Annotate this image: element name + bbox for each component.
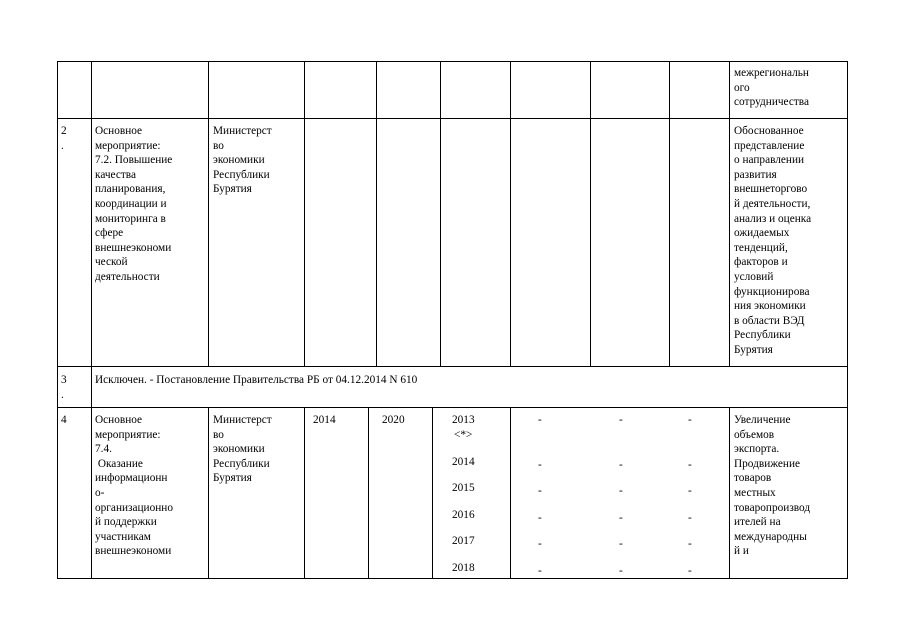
row-3-number: 3 . xyxy=(61,374,67,401)
row-top-result: межрегиональн ого сотрудничества xyxy=(734,67,809,109)
value-cell: - xyxy=(619,538,623,550)
rule-col xyxy=(368,407,369,579)
row-4-end-year: 2020 xyxy=(382,414,405,426)
value-cell: - xyxy=(688,414,692,426)
value-cell: - xyxy=(538,485,542,497)
value-cell: - xyxy=(619,565,623,577)
year-2013-note: <*> xyxy=(454,429,473,441)
value-cell: - xyxy=(619,485,623,497)
year-2017: 2017 xyxy=(452,535,475,547)
rule-col xyxy=(510,61,511,366)
rule-col xyxy=(208,407,209,579)
rule-col xyxy=(510,407,511,579)
rule-col xyxy=(440,61,441,366)
row-4-result: Увеличение объемов экспорта. Продвижение товаров местных товаропроизвод ителей на международны й и xyxy=(734,414,811,558)
row-4-number: 4 xyxy=(61,414,67,426)
row-2-number: 2 . xyxy=(61,125,67,152)
value-cell: - xyxy=(688,538,692,550)
value-cell: - xyxy=(538,538,542,550)
row-3-excluded-note: Исключен. - Постановление Правительства РБ от 04.12.2014 N 610 xyxy=(95,374,418,386)
value-cell: - xyxy=(688,565,692,577)
value-cell: - xyxy=(538,414,542,426)
rule-col xyxy=(590,61,591,366)
value-cell: - xyxy=(619,459,623,471)
row-2-executor: Министерст во экономики Республики Бурятия xyxy=(213,125,272,196)
value-cell: - xyxy=(688,459,692,471)
row-2-result: Обоснованное представление о направлении развития внешнеторгово й деятельности, анализ и оценка ожидаемых тенденций, факторов и условий функционирова ния экономики в области ВЭД Республики Бурятия xyxy=(734,125,812,356)
rule-right xyxy=(847,61,848,579)
row-2-name: Основное мероприятие: 7.2. Повышение качества планирования, координации и мониторинга в сфере внешнеэкономи ческой деятельности xyxy=(95,125,173,283)
year-2016: 2016 xyxy=(452,509,475,521)
rule-left xyxy=(57,61,58,579)
year-2013: 2013 xyxy=(452,414,475,426)
rule-col xyxy=(304,61,305,366)
rule-col xyxy=(729,61,730,366)
rule-col xyxy=(669,61,670,366)
year-2014: 2014 xyxy=(452,456,475,468)
value-cell: - xyxy=(688,485,692,497)
value-cell: - xyxy=(688,512,692,524)
rule-col xyxy=(729,407,730,579)
row-4-name: Основное мероприятие: 7.4. Оказание информационн о- организационно й поддержки участникам внешнеэкономи xyxy=(95,414,173,558)
row-4-executor: Министерст во экономики Республики Бурятия xyxy=(213,414,272,485)
rule-col xyxy=(376,61,377,366)
rule-col xyxy=(208,61,209,366)
value-cell: - xyxy=(619,512,623,524)
rule-col xyxy=(432,407,433,579)
value-cell: - xyxy=(538,459,542,471)
value-cell: - xyxy=(538,512,542,524)
year-2018: 2018 xyxy=(452,562,475,574)
rule-col xyxy=(304,407,305,579)
value-cell: - xyxy=(619,414,623,426)
rule-num-col xyxy=(91,61,92,579)
value-cell: - xyxy=(538,565,542,577)
year-2015: 2015 xyxy=(452,482,475,494)
row-4-start-year: 2014 xyxy=(313,414,336,426)
rule-row-3-top xyxy=(57,366,848,367)
